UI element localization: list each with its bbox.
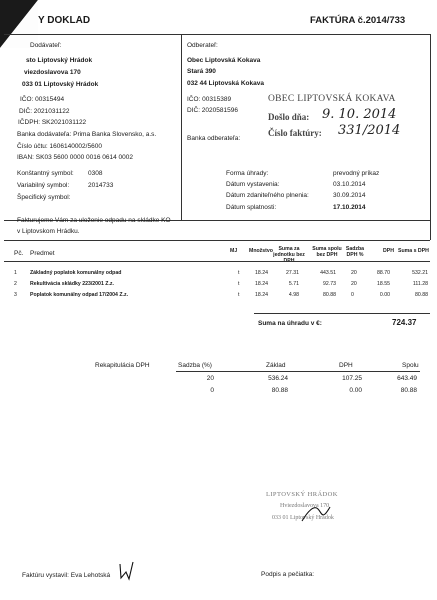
supplier-name: sto Liptovský Hrádok: [26, 57, 93, 64]
vat-summary-rule: [176, 371, 420, 372]
receipt-stamp-invoice-number: 331/2014: [338, 123, 401, 138]
constant-symbol-value: 0308: [88, 170, 103, 177]
row-total-excl: 80.88: [323, 292, 336, 298]
tax-date-label: Dátum zdaniteľného plnenia:: [226, 192, 309, 199]
row-unit: t: [238, 270, 240, 276]
row-total-incl: 532.21: [412, 270, 428, 276]
issuer-stamp-line-1: LIPTOVSKÝ HRÁDOK: [266, 491, 338, 498]
vat-row-vat: 107.25: [342, 375, 362, 382]
col-header-total-excl: Suma spolu bez DPH: [312, 246, 342, 258]
vat-row-total: 643.49: [397, 375, 417, 382]
intro-line-2: v Liptovskom Hrádku.: [17, 228, 80, 235]
vat-row-total: 80.88: [400, 387, 417, 394]
col-header-item: Predmet: [30, 250, 55, 257]
row-vat-rate: 20: [351, 281, 357, 287]
col-header-vat: DPH: [383, 248, 394, 254]
vat-col-rate: Sadzba (%): [178, 362, 212, 369]
supplier-label: Dodávateľ:: [30, 42, 62, 49]
issue-date-value: 03.10.2014: [333, 181, 366, 188]
row-no: 2: [14, 281, 17, 287]
total-rule: [254, 313, 430, 314]
row-total-incl: 111.28: [412, 281, 428, 287]
row-vat: 18.55: [377, 281, 390, 287]
box-rule-2: [4, 240, 430, 241]
receipt-stamp-delivered-date: 9. 10. 2014: [322, 107, 397, 122]
vat-col-base: Základ: [266, 362, 286, 369]
row-qty: 18.24: [255, 281, 268, 287]
customer-name: Obec Liptovská Kokava: [187, 57, 261, 64]
supplier-street: viezdoslavova 170: [24, 69, 81, 76]
vat-row-base: 536.24: [268, 375, 288, 382]
row-unit-price: 27.31: [286, 270, 299, 276]
issuer-stamp-line-3: 033 01 Liptovský Hrádok: [272, 515, 334, 521]
party-divider: [181, 34, 182, 220]
row-total-incl: 80.88: [415, 292, 428, 298]
row-unit: t: [238, 292, 240, 298]
supplier-city: 033 01 Liptovský Hrádok: [22, 81, 99, 88]
row-vat-rate: 0: [351, 292, 354, 298]
folded-corner: [0, 0, 38, 48]
row-vat-rate: 20: [351, 270, 357, 276]
stamp-signature-icon: [300, 501, 334, 525]
row-vat: 0.00: [379, 292, 390, 298]
vat-row-rate: 0: [210, 387, 214, 394]
row-item: Základný poplatok komunálny odpad: [30, 270, 122, 276]
row-total-excl: 92.73: [323, 281, 336, 287]
col-header-qty: Množstvo: [249, 248, 273, 254]
col-header-no: Pč.: [14, 250, 24, 257]
vat-row-rate: 20: [206, 375, 214, 382]
specific-symbol-label: Špecifický symbol:: [17, 194, 71, 201]
row-unit: t: [238, 281, 240, 287]
document-title: Y DOKLAD: [38, 15, 91, 26]
col-header-total-incl: Suma s DPH: [398, 248, 429, 254]
customer-city: 032 44 Liptovská Kokava: [187, 80, 264, 87]
intro-line-1: Fakturujeme Vám za uloženie odpadu na skládke KO: [17, 217, 171, 224]
row-total-excl: 443.51: [320, 270, 336, 276]
supplier-dic: DIČ: 2021031122: [19, 108, 70, 115]
header-rule: [4, 34, 430, 35]
supplier-iban: IBAN: SK03 5600 0000 0016 0614 0002: [17, 154, 134, 161]
col-header-unit: MJ: [230, 248, 238, 254]
customer-ico: IČO: 00315389: [187, 96, 232, 103]
receipt-stamp-delivered-label: Došlo dňa:: [268, 112, 310, 122]
total-value: 724.37: [392, 318, 417, 327]
box-right-edge: [430, 34, 431, 240]
row-unit-price: 5.71: [288, 281, 299, 287]
supplier-account: Číslo účtu: 1606140002/5600: [17, 143, 102, 150]
invoice-number-title: FAKTÚRA č.2014/733: [310, 15, 406, 26]
issuer-signature-icon: [117, 560, 139, 584]
items-header-rule: [4, 261, 430, 262]
customer-label: Odberateľ:: [187, 42, 218, 49]
variable-symbol-label: Variabilný symbol:: [17, 182, 70, 189]
variable-symbol-value: 2014733: [88, 182, 114, 189]
issuer-stamp-line-2: Hviezdoslavova 170: [280, 503, 330, 509]
due-date-value: 17.10.2014: [333, 204, 366, 211]
vat-col-vat: DPH: [339, 362, 353, 369]
supplier-ico: IČO: 00315494: [20, 96, 65, 103]
tax-date-value: 30.09.2014: [333, 192, 366, 199]
row-vat: 88.70: [377, 270, 390, 276]
payment-method-label: Forma úhrady:: [226, 170, 269, 177]
constant-symbol-label: Konštantný symbol:: [17, 170, 74, 177]
supplier-icdph: IČDPH: SK2021031122: [18, 119, 87, 126]
payment-method-value: prevodný príkaz: [333, 170, 380, 177]
issue-date-label: Dátum vystavenia:: [226, 181, 280, 188]
row-no: 3: [14, 292, 17, 298]
due-date-label: Dátum splatnosti:: [226, 204, 277, 211]
vat-col-total: Spolu: [402, 362, 419, 369]
issued-by: Faktúru vystavil: Eva Lehotská: [22, 572, 111, 579]
customer-dic: DIČ: 2020581596: [187, 107, 238, 114]
row-qty: 18.24: [255, 270, 268, 276]
row-item: Poplatok komunálny odpad 17/2004 Z.z.: [30, 292, 129, 298]
row-qty: 18.24: [255, 292, 268, 298]
row-unit-price: 4.98: [288, 292, 299, 298]
col-header-vat-rate: Sadzba DPH %: [345, 246, 365, 258]
receipt-stamp-org: OBEC LIPTOVSKÁ KOKAVA: [268, 94, 396, 104]
total-label: Suma na úhradu v €:: [258, 320, 322, 327]
supplier-bank: Banka dodávateľa: Prima Banka Slovensko, a.s.: [17, 131, 157, 138]
receipt-stamp-invoice-label: Číslo faktúry:: [268, 128, 322, 138]
vat-row-base: 80.88: [271, 387, 288, 394]
customer-bank-label: Banka odberateľa:: [187, 135, 241, 142]
customer-street: Stará 390: [187, 68, 216, 75]
signature-label: Podpis a pečiatka:: [261, 571, 315, 578]
row-no: 1: [14, 270, 17, 276]
vat-summary-title: Rekapitulácia DPH: [95, 362, 150, 369]
vat-row-vat: 0.00: [349, 387, 362, 394]
col-header-unit-price: Suma za jednotku bez: [273, 246, 305, 258]
row-item: Rekultivácia skládky 223/2001 Z.z.: [30, 281, 114, 287]
